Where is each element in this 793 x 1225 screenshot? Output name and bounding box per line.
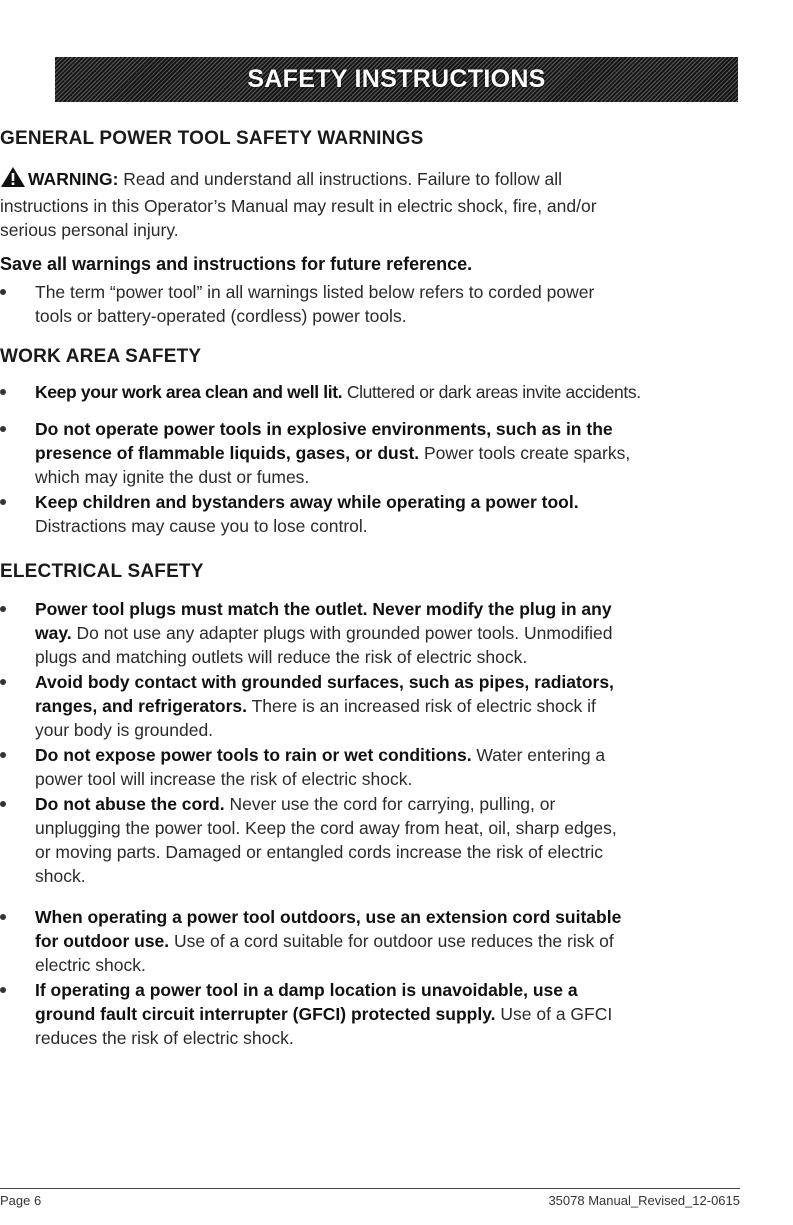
el-b2-bold-0: Avoid body contact with grounded surfaces, such as pipes, radiators, [35, 672, 614, 692]
warning-label: WARNING: [28, 169, 119, 189]
el-b6-rest: Use of a GFCI [495, 1004, 613, 1024]
general-heading-text: GENERAL POWER TOOL SAFETY WARNINGS [0, 128, 424, 149]
el-b2-bold-1: ranges, and refrigerators. [35, 696, 248, 716]
el-b1-line-0: plugs and matching outlets will reduce the risk of electric shock. [35, 647, 528, 667]
el-b6-bold-0: If operating a power tool in a damp location is unavoidable, use a [35, 980, 578, 1000]
wa-b1-rest: Cluttered or dark areas invite accidents. [342, 382, 641, 402]
bullet-dot [0, 389, 6, 395]
warning-line-2: serious personal injury. [0, 220, 179, 240]
warning-line-0: Read and understand all instructions. Failure to follow all [118, 169, 562, 189]
el-b2-rest: There is an increased risk of electric shock if [247, 696, 596, 716]
banner-title: SAFETY INSTRUCTIONS [247, 65, 546, 93]
electrical-heading-text: ELECTRICAL SAFETY [0, 561, 204, 582]
warning-line-1: instructions in this Operator’s Manual may result in electric shock, fire, and/or [0, 196, 597, 216]
wa-b2-line-0: which may ignite the dust or fumes. [35, 467, 310, 487]
el-b4-rest: Never use the cord for carrying, pulling, or [224, 794, 556, 814]
el-b5-rest: Use of a cord suitable for outdoor use reduces the risk of [169, 931, 614, 951]
electrical-heading [0, 561, 204, 583]
general-bullet-line-0: The term “power tool” in all warnings listed below refers to corded power [35, 282, 595, 302]
wa-b3-line-0: Distractions may cause you to lose control. [35, 516, 368, 536]
page-number: Page 6 [0, 1193, 42, 1208]
footer-rule [0, 1188, 740, 1189]
el-b6-bold-1: ground fault circuit interrupter (GFCI) protected supply. [35, 1004, 496, 1024]
el-b3-rest: Water entering a [471, 745, 606, 765]
warning-triangle-icon [0, 166, 26, 194]
bullet-dot [0, 426, 6, 432]
wa-b1-bold: Keep your work area clean and well lit. [35, 382, 343, 402]
save-note [0, 252, 472, 276]
el-b1-rest: Do not use any adapter plugs with grounded power tools. Unmodified [71, 623, 613, 643]
wa-b3-bold: Keep children and bystanders away while operating a power tool. [35, 492, 579, 512]
el-b1-bold-1: way. [35, 623, 72, 643]
el-b5-bold-0: When operating a power tool outdoors, use an extension cord suitable [35, 907, 622, 927]
work-area-heading-text: WORK AREA SAFETY [0, 346, 202, 367]
el-b4-line-2: shock. [35, 866, 86, 886]
el-b4-line-1: or moving parts. Damaged or entangled cords increase the risk of electric [35, 842, 604, 862]
el-b3-bold: Do not expose power tools to rain or wet conditions. [35, 745, 472, 765]
el-b1-bold-0: Power tool plugs must match the outlet. Never modify the plug in any [35, 599, 612, 619]
el-b6-line-0: reduces the risk of electric shock. [35, 1028, 294, 1048]
el-b4-line-0: unplugging the power tool. Keep the cord away from heat, oil, sharp edges, [35, 818, 617, 838]
bullet-dot [0, 801, 6, 807]
bullet-dot [0, 606, 6, 612]
el-b4-bold: Do not abuse the cord. [35, 794, 225, 814]
bullet-dot [0, 752, 6, 758]
general-bullet-line-1: tools or battery-operated (cordless) power tools. [35, 306, 407, 326]
section-banner [55, 57, 738, 102]
document-id: 35078 Manual_Revised_12-0615 [548, 1193, 740, 1208]
bullet-dot [0, 679, 6, 685]
save-note-text: Save all warnings and instructions for future reference. [0, 254, 473, 274]
warning-paragraph [0, 166, 597, 242]
el-b5-bold-1: for outdoor use. [35, 931, 170, 951]
el-b2-line-0: your body is grounded. [35, 720, 214, 740]
bullet-dot [0, 914, 6, 920]
wa-b2-rest: Power tools create sparks, [419, 443, 631, 463]
el-b5-line-0: electric shock. [35, 955, 146, 975]
wa-b2-bold-0: Do not operate power tools in explosive environments, such as in the [35, 419, 613, 439]
bullet-dot [0, 289, 6, 295]
bullet-dot [0, 987, 6, 993]
bullet-dot [0, 499, 6, 505]
wa-b2-bold-1: presence of flammable liquids, gases, or dust. [35, 443, 420, 463]
el-b3-line-0: power tool will increase the risk of electric shock. [35, 769, 413, 789]
work-area-heading [0, 346, 201, 368]
